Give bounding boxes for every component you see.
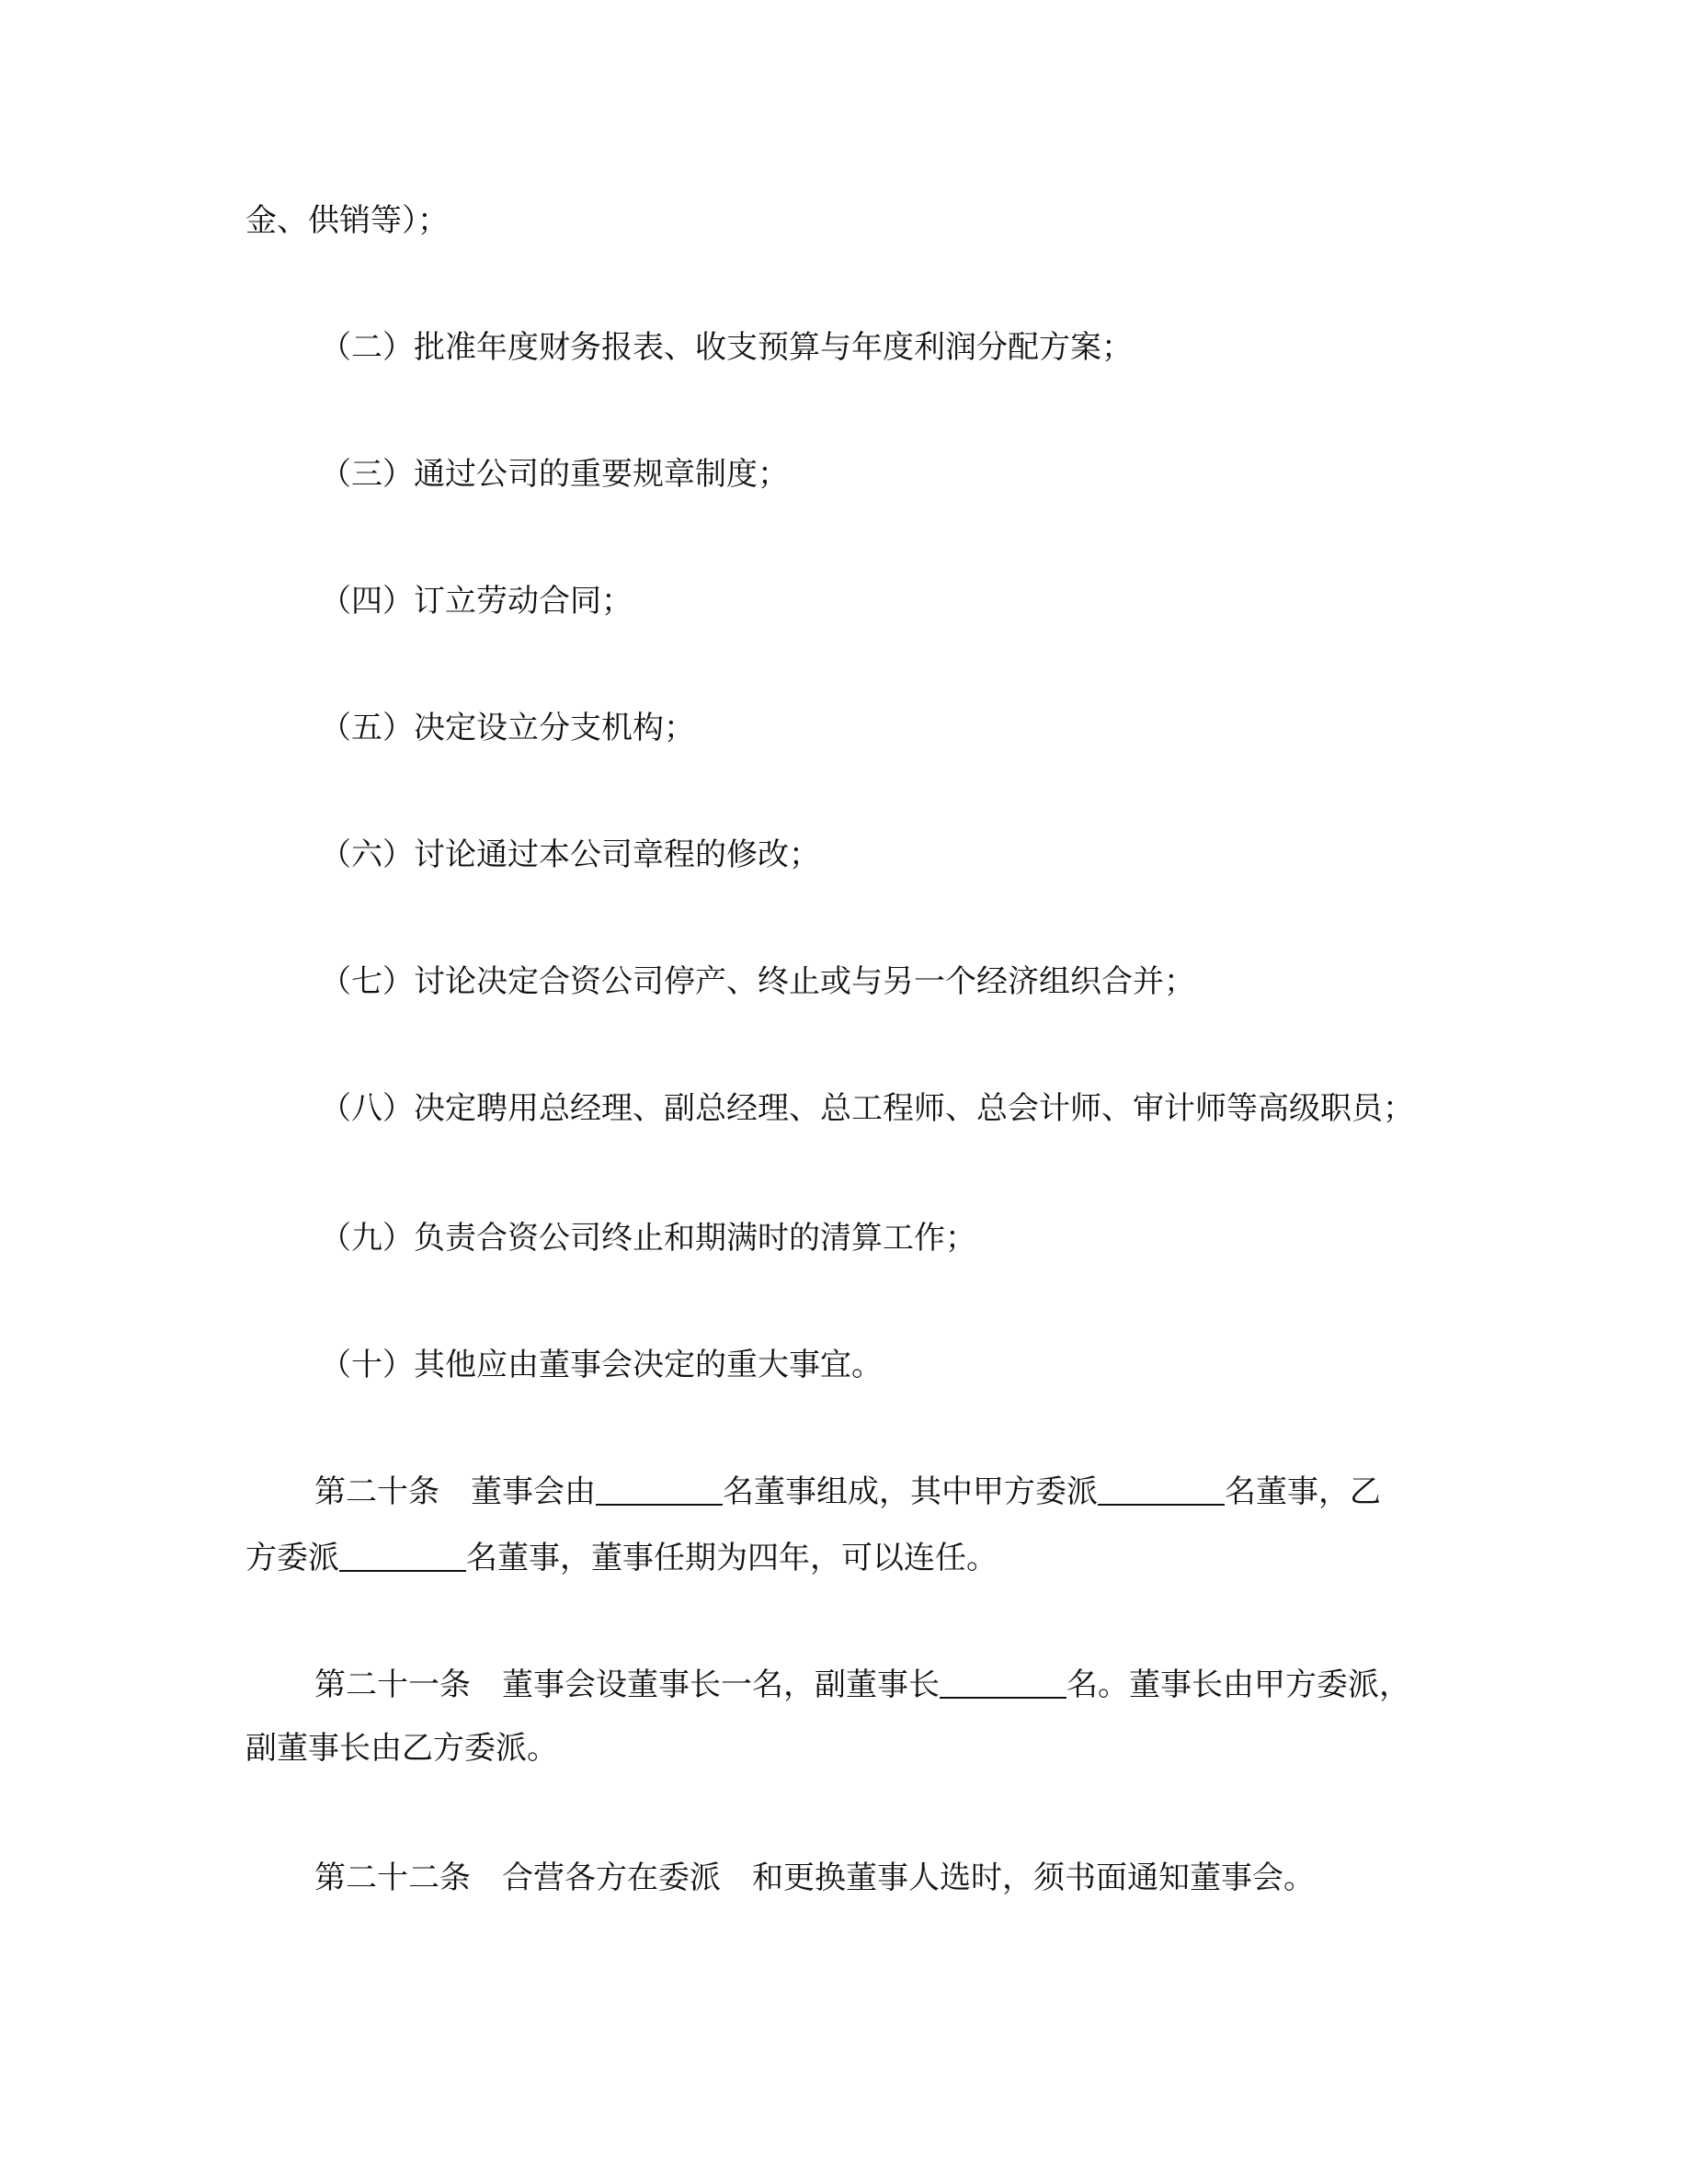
blank-field <box>339 1544 466 1572</box>
list-item-9 <box>320 1222 976 1255</box>
line-text: （十）其他应由董事会决定的重大事宜。 <box>320 1347 883 1383</box>
list-item-5 <box>320 711 695 745</box>
line-text: 名董事，乙 <box>1225 1473 1381 1510</box>
line-text: 方委派 <box>245 1540 339 1576</box>
line-text: （二）批准年度财务报表、收支预算与年度利润分配方案； <box>320 329 1133 366</box>
paragraph-line-continuation <box>245 204 449 237</box>
line-text: （四）订立劳动合同； <box>320 583 633 620</box>
line-text: （三）通过公司的重要规章制度； <box>320 456 789 493</box>
line-text: （六）讨论通过本公司章程的修改； <box>320 836 820 873</box>
list-item-2 <box>320 331 1133 364</box>
article-20-line-1 <box>314 1475 1381 1508</box>
line-text: 名董事，董事任期为四年，可以连任。 <box>466 1540 998 1576</box>
article-21-line-2 <box>245 1732 558 1765</box>
line-text: （五）决定设立分支机构； <box>320 710 695 746</box>
line-text: （九）负责合资公司终止和期满时的清算工作； <box>320 1220 976 1257</box>
article-21-line-1 <box>314 1668 1410 1701</box>
line-text: 名。董事长由甲方委派， <box>1066 1666 1410 1703</box>
list-item-10 <box>320 1348 883 1382</box>
line-text: （七）讨论决定合资公司停产、终止或与另一个经济组织合并； <box>320 963 1195 1000</box>
list-item-6 <box>320 838 820 871</box>
line-text: 副董事长由乙方委派。 <box>245 1730 558 1767</box>
list-item-4 <box>320 585 633 618</box>
blank-field <box>596 1478 723 1506</box>
line-text: 金、供销等）； <box>245 202 449 239</box>
line-text: 第二十一条 董事会设董事长一名，副董事长 <box>314 1666 940 1703</box>
blank-field <box>1098 1478 1225 1506</box>
list-item-3 <box>320 458 789 491</box>
list-item-7 <box>320 965 1195 998</box>
article-22-line-1 <box>314 1861 1315 1894</box>
line-text: 名董事组成，其中甲方委派 <box>723 1473 1098 1510</box>
article-20-line-2 <box>245 1541 998 1575</box>
line-text: 第二十条 董事会由 <box>314 1473 596 1510</box>
line-text: （八）决定聘用总经理、副总经理、总工程师、总会计师、审计师等高级职员； <box>320 1090 1414 1127</box>
list-item-8 <box>320 1092 1414 1125</box>
line-text: 第二十二条 合营各方在委派 和更换董事人选时，须书面通知董事会。 <box>314 1860 1315 1896</box>
blank-field <box>940 1671 1066 1699</box>
